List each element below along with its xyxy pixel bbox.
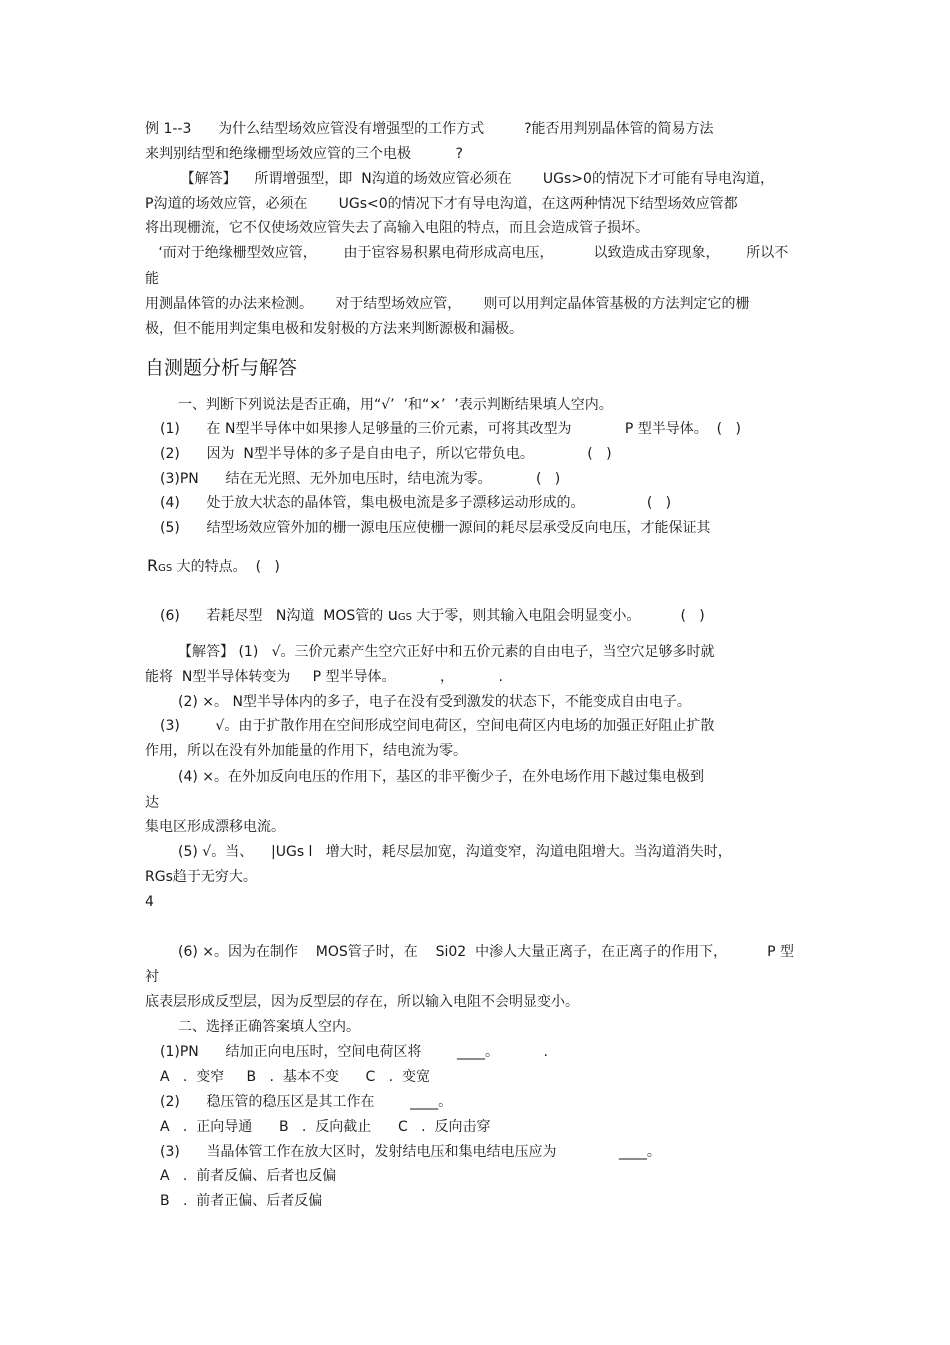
answer-3-continued: 作用，所以在没有外加能量的作用下，结电流为零。 (145, 743, 467, 759)
part2-question-2-options: A . 正向导通 B . 反向截止 C . 反向击穿 (160, 1119, 491, 1135)
part1-question-3: (3)PN 结在无光照、无外加电压时，结电流为零。 ( ) (160, 471, 561, 487)
part2-intro: 二、选择正确答案填人空内。 (178, 1019, 360, 1035)
example-answer-line-7: 极，但不能用判定集电极和发射极的方法来判断源极和漏极。 (145, 321, 523, 337)
part1-question-6-tail: 大于零，则其输入电阻会明显变小。 ( ) (411, 608, 705, 624)
section-title: 自测题分析与解答 (145, 357, 298, 379)
answer-5-continued: RGs趋于无穷大。 (145, 869, 257, 885)
answer-4: (4) ×。在外加反向电压的作用下，基区的非平衡少子，在外电场作用下越过集电极到 (178, 769, 705, 785)
part1-question-5-continued (147, 557, 280, 578)
part1-question-6-head: (6) 若耗尽型 N沟道 MOS管的 (160, 608, 388, 624)
answer-6: (6) ×。因为在制作 MOS管子时，在 Si02 中渗人大量正离子，在正离子的作用下， P 型 (178, 944, 795, 960)
part2-question-2: (2) 稳压管的稳压区是其工作在 ____。 (160, 1094, 453, 1110)
part1-intro: 一、判断下列说法是否正确，用“√’ ’和“×’ ’表示判断结果填人空内。 (178, 397, 613, 413)
part2-question-1: (1)PN 结加正向电压时，空间电荷区将 ____。 . (160, 1044, 549, 1060)
answer-5: (5) √。当、 |UGs l 增大时，耗尽层加宽，沟道变窄，沟道电阻增大。当沟道消失时， (178, 844, 732, 860)
answer-6-continued-2: 底表层形成反型层，因为反型层的存在，所以输入电阻不会明显变小。 (145, 994, 579, 1010)
example-question-line-1: 例 1--3 为什么结型场效应管没有增强型的工作方式 ?能否用判别晶体管的简易方法 (145, 121, 714, 137)
part1-question-5: (5) 结型场效应管外加的栅一源电压应使栅一源间的耗尽层承受反向电压，才能保证其 (160, 520, 711, 536)
example-answer-line-3: 将出现栅流，它不仅使场效应管失去了高输入电阻的特点，而且会造成管子损坏。 (145, 220, 649, 236)
example-answer-line-5: 能 (145, 271, 159, 287)
part1-question-2: (2) 因为 N型半导体的多子是自由电子，所以它带负电。 ( ) (160, 446, 612, 462)
part1-question-5-tail: 大的特点。 ( ) (172, 559, 280, 575)
answer-4-continued-2: 集电区形成漂移电流。 (145, 819, 285, 835)
answer-1-continued: 能将 N型半导体转变为 P 型半导体。 ， . (145, 669, 503, 685)
part1-question-1: (1) 在 N型半导体中如果掺人足够量的三价元素，可将其改型为 P 型半导体。 ( ) (160, 421, 741, 437)
part2-question-3-option-a: A . 前者反偏、后者也反偏 (160, 1168, 337, 1184)
ugs-subscript: GS (397, 612, 412, 623)
ugs-symbol: u (387, 605, 398, 624)
answer-3: (3) √。由于扩散作用在空间形成空间电荷区，空间电荷区内电场的加强正好阻止扩散 (160, 718, 715, 734)
part2-question-1-options: A . 变窄 B . 基本不变 C . 变宽 (160, 1069, 431, 1085)
answer-2: (2) ×。 N型半导体内的多子，电子在没有受到激发的状态下，不能变成自由电子。 (178, 694, 691, 710)
part1-question-6 (160, 606, 705, 627)
example-answer-line-1: 【解答】 所谓增强型，即 N沟道的场效应管必须在 UGs>0的情况下才可能有导电沟道， (145, 171, 774, 187)
example-answer-line-2: P沟道的场效应管，必须在 UGs<0的情况下才有导电沟道，在这两种情况下结型场效应管都 (145, 196, 738, 212)
answer-6-continued: 衬 (145, 969, 159, 985)
answer-1: 【解答】 (1) √。三价元素产生空穴正好中和五价元素的自由电子，当空穴足够多时就 (178, 644, 715, 660)
part1-question-4: (4) 处于放大状态的晶体管，集电极电流是多子漂移运动形成的。 ( ) (160, 495, 672, 511)
page-number: 4 (145, 894, 154, 910)
example-answer-line-6: 用测晶体管的办法来检测。 对于结型场效应管， 则可以用判定晶体管基极的方法判定它的栅 (145, 296, 750, 312)
answer-4-continued: 达 (145, 795, 159, 811)
rgs-symbol: R (147, 556, 159, 575)
rgs-subscript: GS (158, 563, 173, 574)
example-question-line-2: 来判别结型和绝缘栅型场效应管的三个电极 ? (145, 146, 463, 162)
example-answer-line-4: ‘而对于绝缘栅型效应管， 由于宦容易积累电荷形成高电压， 以致造成击穿现象， 所以不 (145, 245, 789, 261)
part2-question-3-option-b: B . 前者正偏、后者反偏 (160, 1193, 323, 1209)
part2-question-3: (3) 当晶体管工作在放大区时，发射结电压和集电结电压应为 ____。 (160, 1144, 661, 1160)
